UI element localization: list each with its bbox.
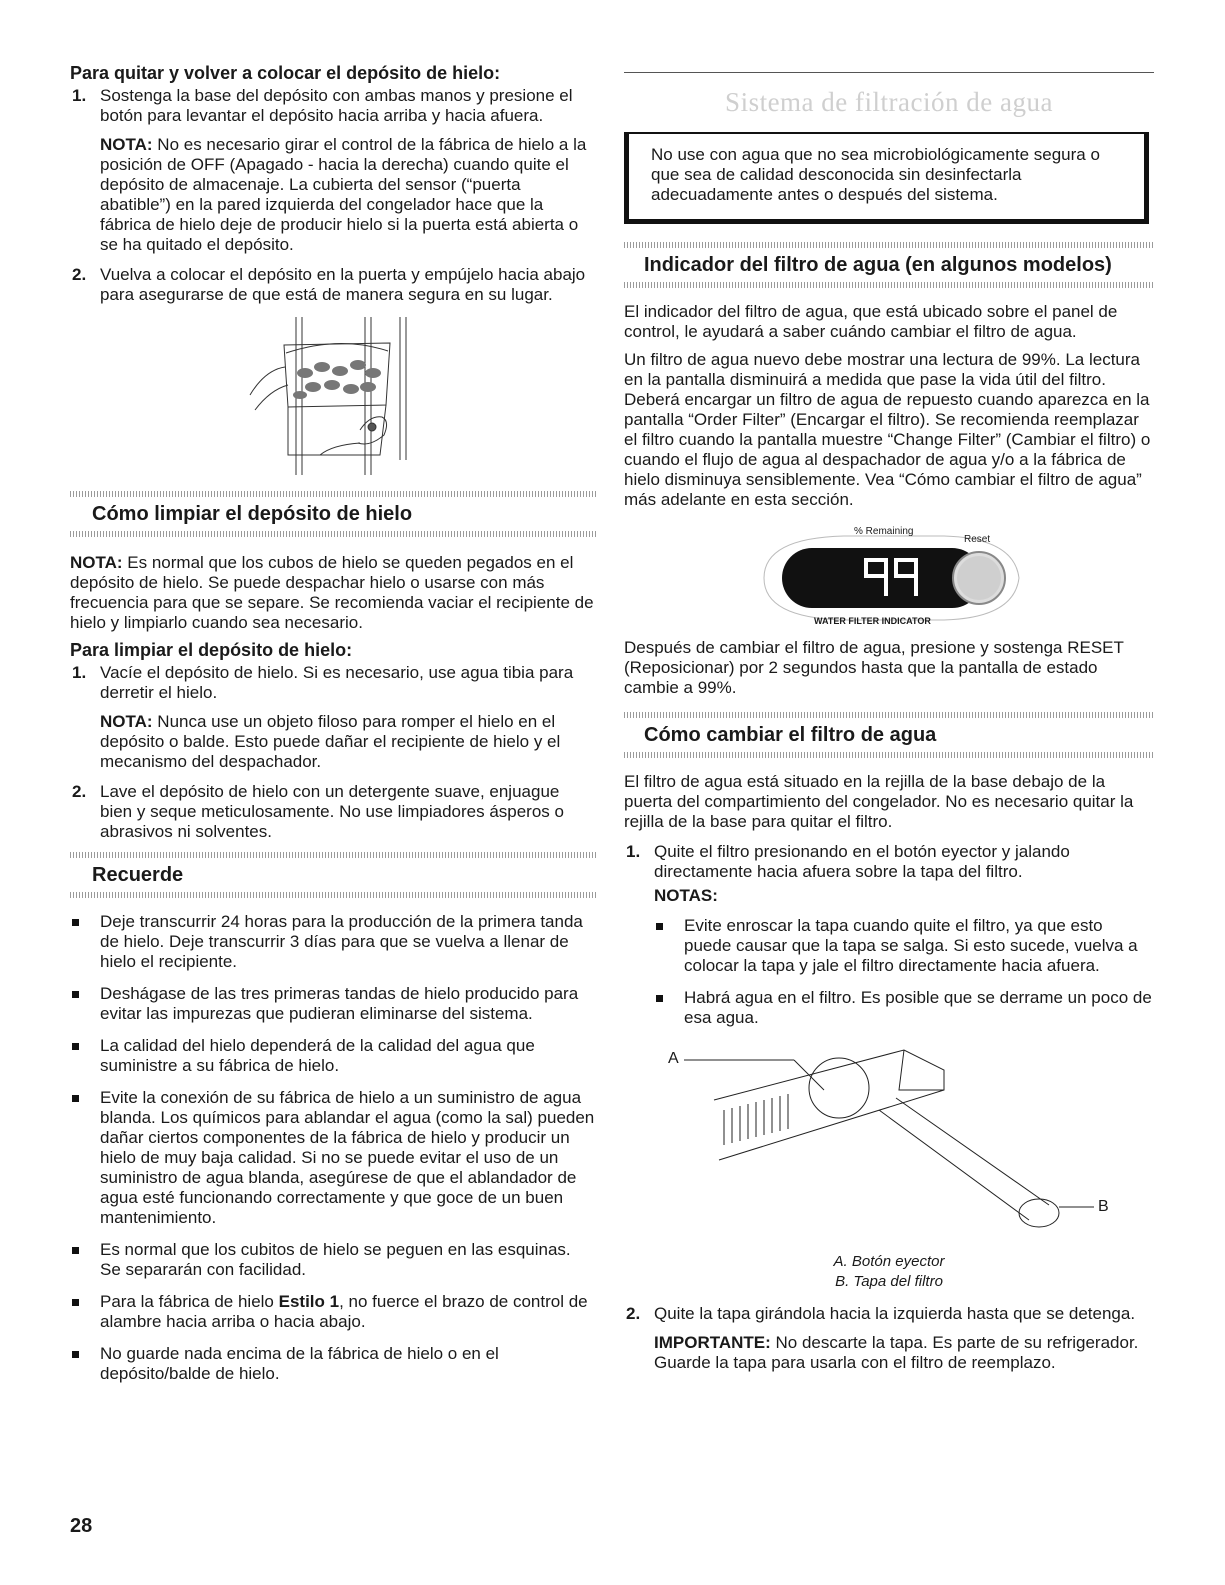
water-filter-indicator — [624, 518, 1154, 628]
step-text: Quite la tapa girándola hacia la izquierda hasta que se detenga. — [654, 1304, 1136, 1323]
change-steps — [624, 842, 1154, 1028]
divider — [70, 531, 596, 537]
warning-box: No use con agua que no sea microbiológicamente segura o que sea de calidad desconocida sin desinfectarla adecuadamente antes o después del sistema. — [624, 132, 1149, 224]
notes-label: NOTAS: — [654, 886, 718, 905]
step-text: Sostenga la base del depósito con ambas manos y presione el botón para levantar el depósito hacia arriba y hacia afuera. — [100, 86, 573, 125]
list-item: Evite la conexión de su fábrica de hielo a un suministro de agua blanda. Los químicos para ablandar el agua (como la sal) pueden dañar ciertos componentes de la fábrica de hielo y producir un hielo de muy baja calidad. Si no se puede evitar el uso de un suministro de agua blanda, asegúrese de que el ablandador de agua esté funcionando correctamente y que goce de un buen mantenimiento. — [70, 1088, 596, 1228]
list-item — [70, 782, 596, 842]
indicator-paragraph: Un filtro de agua nuevo debe mostrar una lectura de 99%. La lectura en la pantalla disminuirá a medida que pase la vida útil del filtro. Deberá encargar un filtro de agua de repuesto cuando aparezca en la pantalla “Order Filter” (Encargar el filtro). Se recomienda reemplazar el filtro cuando la pantalla muestre “Change Filter” (Cambiar el filtro) o cuando el flujo de agua al despachador de agua y/o a la fábrica de hielo disminuya sensiblemente. Vea “Cómo cambiar el filtro de agua” más adelante en esta sección. — [624, 350, 1151, 509]
change-steps-2 — [624, 1304, 1154, 1373]
item-bold: Estilo 1 — [278, 1292, 340, 1311]
page-number: 28 — [70, 1515, 93, 1537]
step-text: Vuelva a colocar el depósito en la puerta y empújelo hacia abajo para asegurarse de que está de manera segura en su lugar. — [100, 265, 586, 304]
divider — [70, 892, 596, 898]
step-text: Vacíe el depósito de hielo. Si es necesario, use agua tibia para derretir el hielo. — [100, 663, 574, 702]
left-column — [70, 62, 596, 1396]
note-label: NOTA: — [100, 135, 153, 154]
divider — [624, 72, 1154, 73]
step-note — [100, 712, 596, 772]
list-item: No guarde nada encima de la fábrica de hielo o en el depósito/balde de hielo. — [70, 1344, 596, 1384]
list-item: Deje transcurrir 24 horas para la producción de la primera tanda de hielo. Deje transcurrir 3 días para que se vuelva a llenar de hielo el recipiente. — [70, 912, 596, 972]
section-title: Recuerde — [92, 864, 184, 886]
caption-a: A. Botón eyector — [833, 1253, 945, 1270]
list-item — [70, 663, 596, 772]
remember-list — [70, 912, 596, 1384]
note-text: Nunca use un objeto filoso para romper el hielo en el depósito o balde. Esto puede dañar el recipiente de hielo y el mecanismo del despachador. — [100, 712, 561, 771]
list-item — [624, 1304, 1154, 1373]
list-item: Evite enroscar la tapa cuando quite el filtro, ya que esto puede causar que la tapa se salga. Si esto sucede, vuelva a colocar la tapa y jale el filtro directamente hacia afuera. — [654, 916, 1154, 976]
right-column — [624, 72, 1154, 1383]
list-item: La calidad del hielo dependerá de la calidad del agua que suministre a su fábrica de hielo. — [70, 1036, 596, 1076]
list-item — [70, 265, 596, 305]
section-title: Cómo cambiar el filtro de agua — [644, 724, 937, 746]
step-text: Quite el filtro presionando en el botón eyector y jalando directamente hacia afuera sobre la tapa del filtro. — [654, 842, 1070, 881]
section-title: Indicador del filtro de agua (en algunos modelos) — [644, 254, 1112, 276]
change-paragraph: El filtro de agua está situado en la rejilla de la base debajo de la puerta del compartimiento del congelador. No es necesario quitar la rejilla de la base para quitar el filtro. — [624, 772, 1134, 831]
important-label: IMPORTANTE: — [654, 1333, 771, 1352]
remove-steps — [70, 86, 596, 305]
list-item — [70, 86, 596, 255]
clean-note — [70, 553, 596, 633]
step-number: 1. — [72, 663, 87, 682]
figure-label-a: A — [668, 1050, 679, 1067]
step-text: Lave el depósito de hielo con un detergente suave, enjuague bien y seque meticulosamente. No use limpiadores ásperos o abrasivos ni solventes. — [100, 782, 564, 841]
filter-illustration — [624, 1040, 1154, 1240]
ice-bin-illustration — [70, 315, 596, 485]
note-label: NOTA: — [70, 553, 123, 572]
indicator-paragraph: El indicador del filtro de agua, que está ubicado sobre el panel de control, le ayudará a saber cuándo cambiar el filtro de agua. — [624, 302, 1118, 341]
note-text: Es normal que los cubos de hielo se queden pegados en el depósito de hielo. Se puede despachar hielo o usarse con más frecuencia para que se separe. Se recomienda vaciar el recipiente de hielo y limpiarlo cuando sea necesario. — [70, 553, 594, 632]
list-item: Habrá agua en el filtro. Es posible que se derrame un poco de esa agua. — [654, 988, 1154, 1028]
figure-label-b: B — [1098, 1198, 1109, 1215]
step-number: 2. — [72, 265, 87, 284]
panel-label: WATER FILTER INDICATOR — [814, 616, 931, 626]
list-item: Deshágase de las tres primeras tandas de hielo producido para evitar las impurezas que pudieran eliminarse del sistema. — [70, 984, 596, 1024]
list-item: Es normal que los cubitos de hielo se peguen en las esquinas. Se separarán con facilidad. — [70, 1240, 596, 1280]
divider — [624, 282, 1154, 288]
step-number: 2. — [72, 782, 87, 801]
reset-label: Reset — [964, 534, 991, 545]
caption-b: B. Tapa del filtro — [835, 1273, 943, 1290]
step-number: 2. — [626, 1304, 641, 1323]
notes-list — [654, 916, 1154, 1028]
clean-steps — [70, 663, 596, 842]
step-number: 1. — [72, 86, 87, 105]
note-label: NOTA: — [100, 712, 153, 731]
divider — [624, 752, 1154, 758]
indicator-section-header — [624, 242, 1154, 288]
note-text: No es necesario girar el control de la fábrica de hielo a la posición de OFF (Apagado - hacia la derecha) cuando quite el depósito de almacenaje. La cubierta del sensor (“puerta abatible”) en la pared izquierda del congelador hace que la fábrica de hielo deje de producir hielo si la puerta está abierta o se ha quitado el depósito. — [100, 135, 587, 254]
section-title: Cómo limpiar el depósito de hielo — [92, 503, 413, 525]
remember-section-header — [70, 852, 596, 898]
change-section-header — [624, 712, 1154, 758]
list-item — [624, 842, 1154, 1028]
indicator-paragraph: Después de cambiar el filtro de agua, presione y sostenga RESET (Reposicionar) por 2 segundos hasta que la pantalla de estado cambie a 99%. — [624, 638, 1124, 697]
remove-bin-heading: Para quitar y volver a colocar el depósito de hielo: — [70, 63, 501, 83]
step-number: 1. — [626, 842, 641, 861]
step-note — [100, 135, 596, 255]
list-item — [70, 1292, 596, 1332]
page-title: Sistema de filtración de agua — [725, 87, 1053, 117]
important-text: No descarte la tapa. Es parte de su refrigerador. Guarde la tapa para usarla con el filtro de reemplazo. — [654, 1333, 1139, 1372]
clean-section-header — [70, 491, 596, 537]
remaining-label: % Remaining — [854, 526, 914, 537]
item-text: Para la fábrica de hielo — [100, 1292, 279, 1311]
clean-heading: Para limpiar el depósito de hielo: — [70, 640, 353, 660]
item-text: , no fuerce el brazo de control de alambre hacia arriba o hacia abajo. — [100, 1292, 588, 1331]
important-note — [654, 1333, 1154, 1373]
